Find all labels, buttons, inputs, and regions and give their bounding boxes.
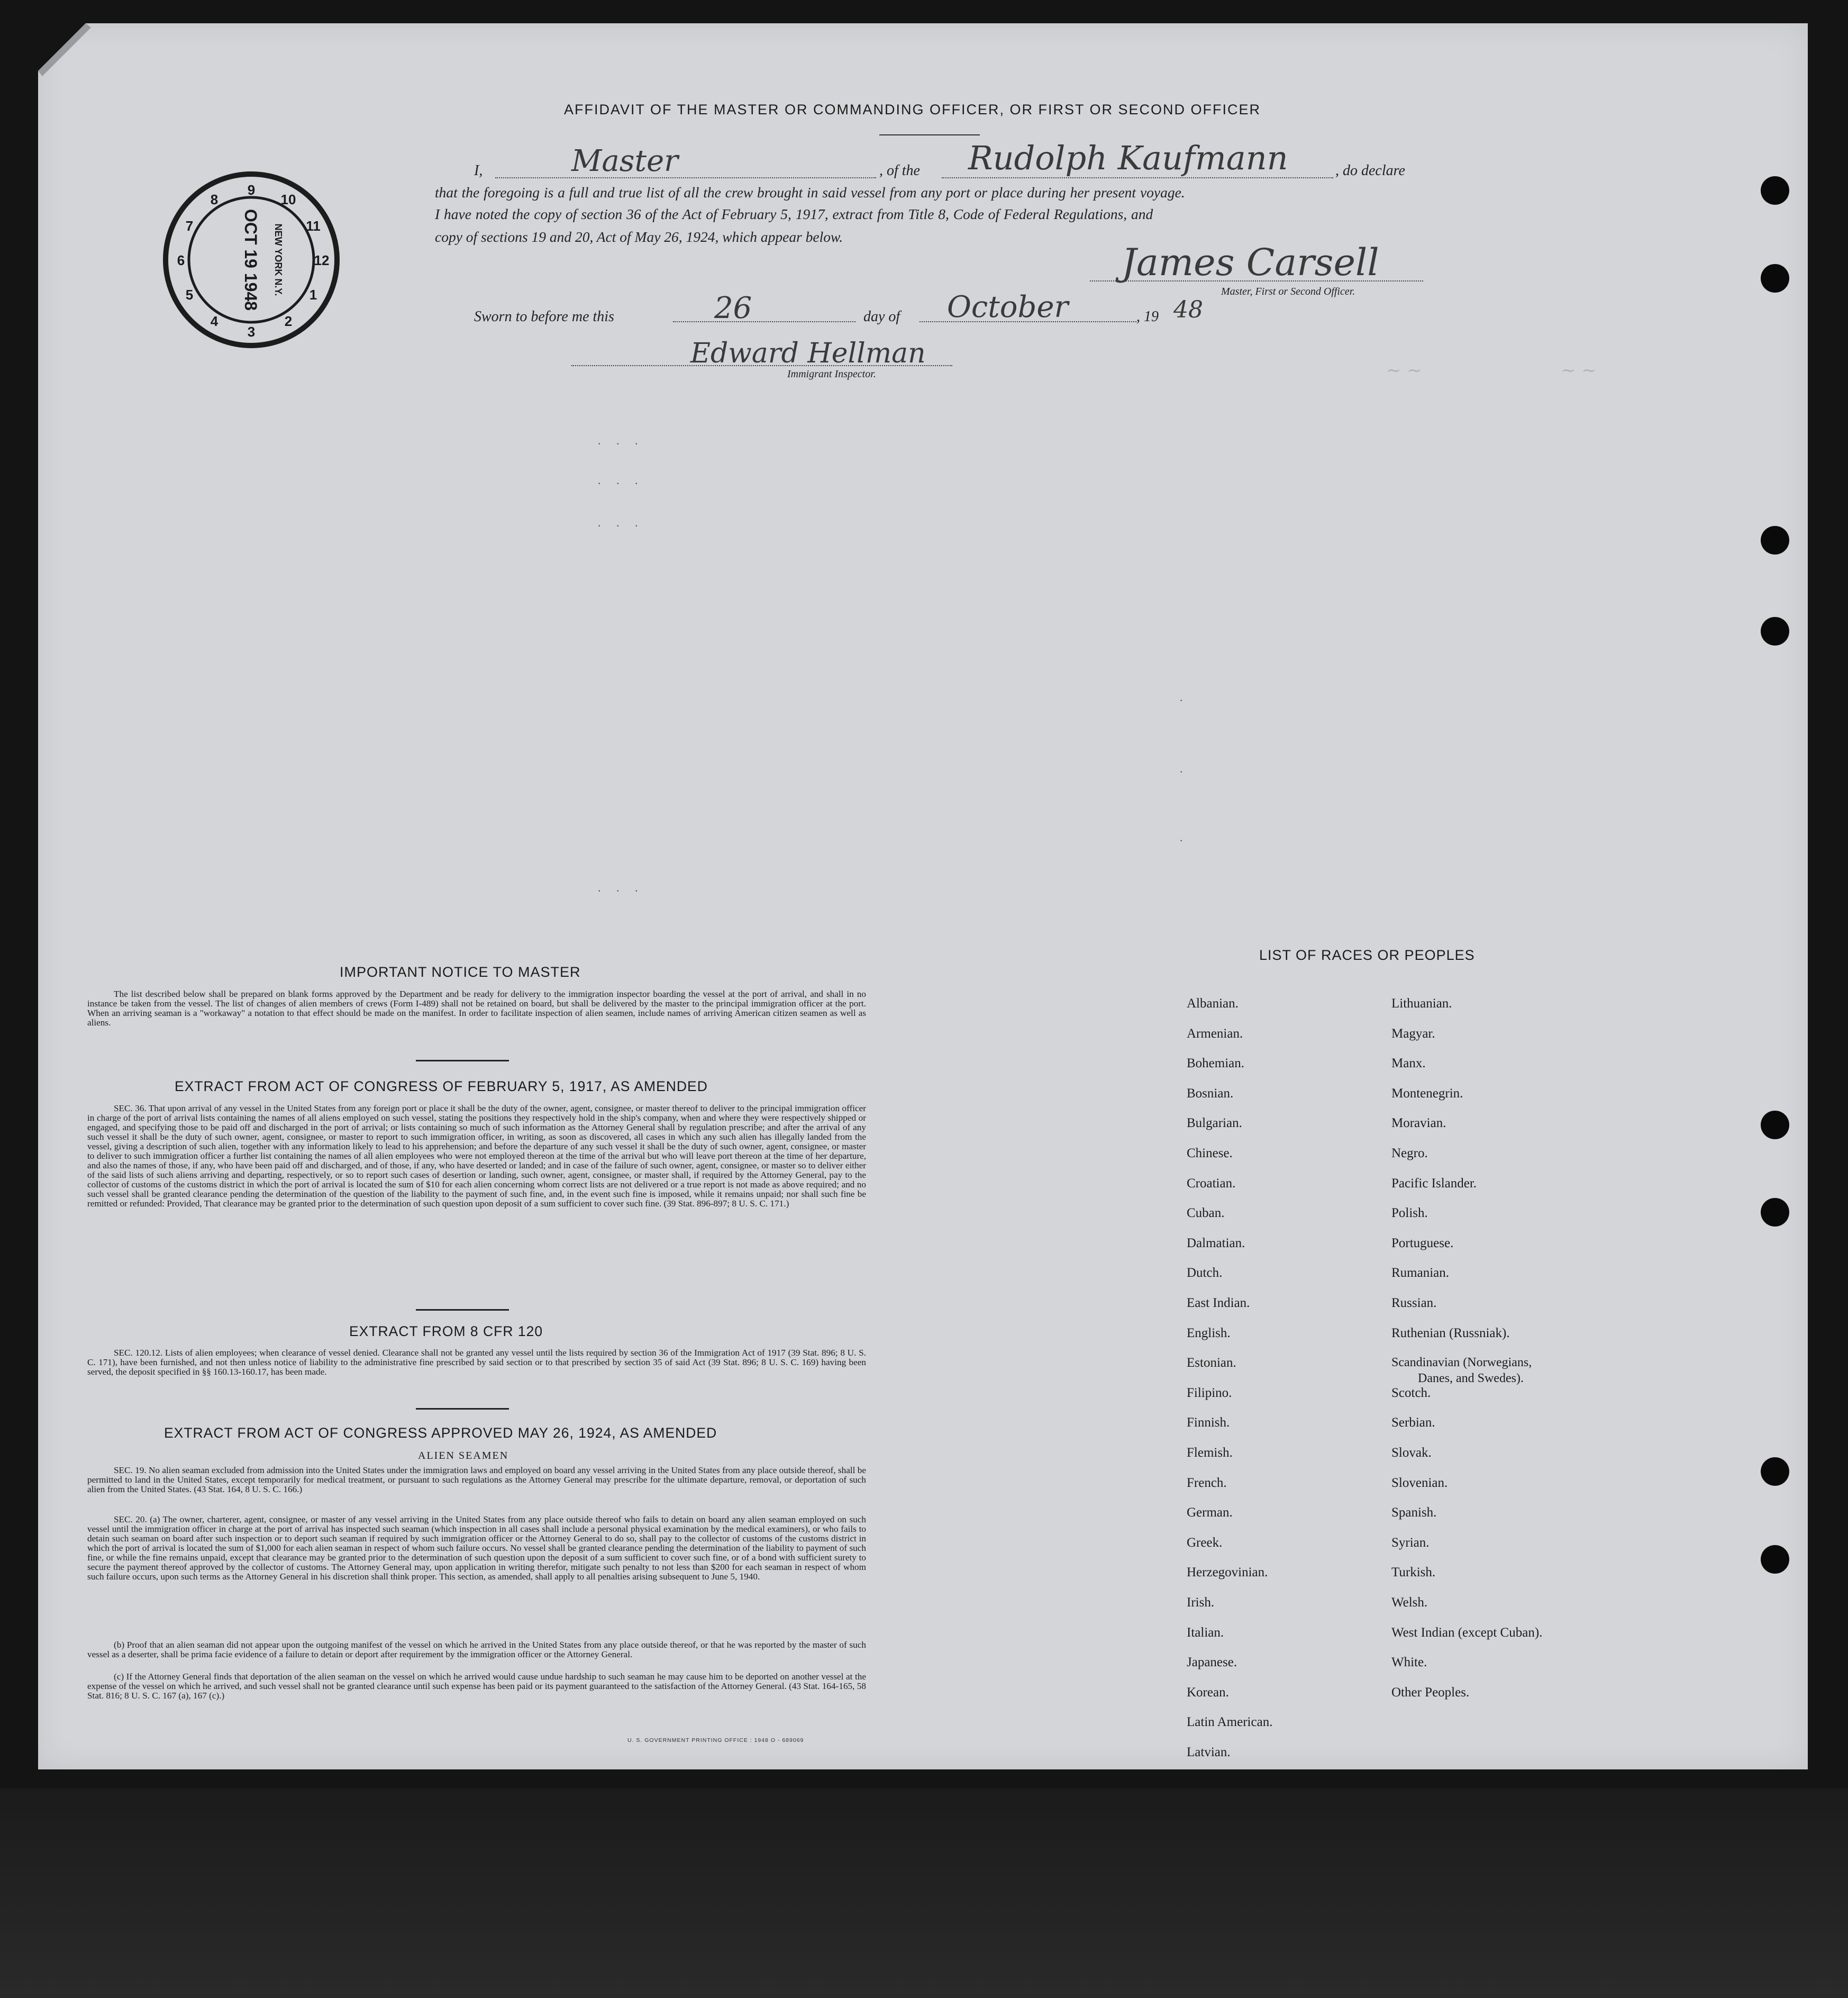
race-item: Italian. [1187, 1625, 1224, 1640]
sec19-text: SEC. 19. No alien seaman excluded from admission into the United States under the immigration laws and employed on board any vessel arriving in the United States from any place outside thereof, shall be permitted to land in the United States, except temporarily for medical treatment, or pursuant to such regulations as the Attorney General may prescribe for the ultimate departure, removal, or deportation of such alien from the United States. (43 Stat. 164, 8 U. S. C. 166.) [87, 1465, 866, 1494]
affidavit-line-4: copy of sections 19 and 20, Act of May 26, 1924, which appear below. [435, 229, 843, 245]
race-item: Syrian. [1391, 1535, 1430, 1550]
race-item: Ruthenian (Russniak). [1391, 1325, 1510, 1340]
punch-hole [1761, 1457, 1789, 1486]
punch-hole [1761, 1111, 1789, 1139]
rank-field-line [495, 177, 876, 178]
race-item: Russian. [1391, 1296, 1437, 1310]
signature-line [1090, 280, 1423, 281]
of-the-label: , of the [879, 162, 920, 179]
inspector-label: Immigrant Inspector. [787, 368, 876, 380]
year-handwritten: 48 [1173, 296, 1203, 323]
extract-cfr-title: EXTRACT FROM 8 CFR 120 [349, 1323, 543, 1339]
punch-hole [1761, 176, 1789, 205]
race-item: Scandinavian (Norwegians, [1391, 1356, 1532, 1370]
inspector-signature: Edward Hellman [690, 338, 926, 369]
punch-hole [1761, 264, 1789, 293]
race-item: Danes, and Swedes). [1418, 1372, 1524, 1386]
race-item: Lithuanian. [1391, 996, 1452, 1011]
sec20a-text: SEC. 20. (a) The owner, charterer, agent, consignee, or master of any vessel arriving in the United States from any place outside thereof who fails to detain on board any alien seaman employed on such vessel until the immigration officer in charge at the port of arrival has inspected such seaman (which inspection in all cases shall include a personal physical examination by the medical examiners), or who fails to detain such seaman on board after such inspection or to deport such seaman if required by such immigration officer or the Attorney General to do so, shall pay to the collector of customs of the customs district in which the port of arrival is located the sum of $1,000 for each alien seaman in respect of whom such failure occurs. No vessel shall be granted clearance pending the determination of the liability to payment of such fine, or while the fine remains unpaid, except that clearance may be granted prior to the determination of such question upon the deposit of a sum sufficient to cover such fine, or of a bond with sufficient surety to secure the payment thereof approved by the collector of customs. The Attorney General may, upon application in writing therefor, mitigate such penalty to not less than $200 for each seaman in respect of whom such failure occurs, upon such terms as the Attorney General in his discretion shall think proper. This section, as amended, shall apply to all penalties arising subsequent to June 5, 1940. [87, 1514, 866, 1582]
race-item: Bohemian. [1187, 1056, 1245, 1071]
race-item: Bulgarian. [1187, 1116, 1242, 1131]
date-stamp [159, 167, 344, 352]
bleed-through-text: ~ ~ [1386, 360, 1422, 381]
race-item: Dutch. [1187, 1266, 1223, 1280]
stamp-ring-number: 3 [247, 324, 256, 340]
section-divider [416, 1408, 509, 1410]
stamp-ring-number: 8 [210, 192, 219, 207]
race-item: Slovak. [1391, 1446, 1432, 1460]
column-marks: . [1180, 831, 1189, 844]
column-marks: . . . [598, 881, 644, 894]
races-title: LIST OF RACES OR PEOPLES [1259, 947, 1475, 963]
stamp-ring-number: 6 [177, 252, 185, 268]
race-item: Bosnian. [1187, 1086, 1234, 1101]
inspector-line [571, 365, 952, 366]
race-item: Rumanian. [1391, 1266, 1450, 1280]
notice-title: IMPORTANT NOTICE TO MASTER [340, 964, 581, 980]
affidavit-heading: AFFIDAVIT OF THE MASTER OR COMMANDING OFFICER, OR FIRST OR SECOND OFFICER [564, 102, 1261, 117]
column-marks: . [1180, 691, 1189, 704]
race-item: Dalmatian. [1187, 1236, 1245, 1250]
race-item: Finnish. [1187, 1415, 1230, 1430]
race-item: Scotch. [1391, 1385, 1431, 1400]
extract-1917-title: EXTRACT FROM ACT OF CONGRESS OF FEBRUARY 5, 1917, AS AMENDED [175, 1078, 708, 1094]
punch-hole [1761, 526, 1789, 555]
stamp-ring-number: 7 [185, 218, 194, 234]
race-item: Magyar. [1391, 1026, 1435, 1041]
race-item: Slovenian. [1391, 1475, 1448, 1490]
race-item: Korean. [1187, 1685, 1229, 1700]
race-item: Montenegrin. [1391, 1086, 1463, 1101]
scan-background [0, 1788, 1848, 1998]
race-item: Portuguese. [1391, 1236, 1454, 1250]
race-item: White. [1391, 1655, 1427, 1670]
vessel-field-line [942, 177, 1333, 178]
divider [879, 134, 980, 135]
stamp-ring-number: 1 [309, 287, 317, 303]
section-divider [416, 1309, 509, 1311]
extract-1924-title: EXTRACT FROM ACT OF CONGRESS APPROVED MAY 26, 1924, AS AMENDED [164, 1425, 717, 1441]
bleed-through-text: ~ ~ [1561, 360, 1597, 381]
race-item: Herzegovinian. [1187, 1565, 1268, 1580]
section-divider [416, 1060, 509, 1061]
race-item: Welsh. [1391, 1595, 1428, 1610]
race-item: Negro. [1391, 1146, 1428, 1160]
notice-text: The list described below shall be prepared on blank forms approved by the Department and be ready for delivery to the immigration inspector boarding the vessel at the port of arrival, and shall in no instance be taken from the vessel. The list of changes of alien members of crews (Form I-489) shall not be retained on board, but shall be delivered by the master to the principal immigration officer at the port. When an arriving seaman is a "workaway" a notation to that effect should be made on the manifest. In order to facilitate inspection of alien seamen, include names of arriving American citizen seamen as well as aliens. [87, 989, 866, 1028]
stamp-ring-number: 10 [280, 192, 296, 207]
race-item: West Indian (except Cuban). [1391, 1625, 1543, 1640]
race-item: French. [1187, 1475, 1227, 1490]
printer-imprint: U. S. GOVERNMENT PRINTING OFFICE : 1948 O - 689069 [627, 1737, 804, 1743]
race-item: Serbian. [1391, 1415, 1435, 1430]
month-handwritten: October [947, 290, 1069, 324]
sec20c-text: (c) If the Attorney General finds that deportation of the alien seaman on the vessel on which he arrived would cause undue hardship to such seaman he may cause him to be deported on another vessel at the expense of the vessel on which he arrived, and such vessel shall not be granted clearance until such expense has been paid or its payment guaranteed to the satisfaction of the Attorney General. (43 Stat. 164-165, 58 Stat. 816; 8 U. S. C. 167 (a), 167 (c).) [87, 1672, 866, 1701]
affidavit-line-2: that the foregoing is a full and true list of all the crew brought in said vessel from any port or place during her present voyage. [435, 184, 1185, 201]
stamp-date: OCT 19 1948 [241, 208, 260, 311]
race-item: Spanish. [1391, 1505, 1437, 1520]
column-marks: . . . [598, 474, 644, 487]
column-marks: . [1180, 762, 1189, 775]
race-item: East Indian. [1187, 1296, 1250, 1310]
column-marks: . . . [598, 434, 644, 447]
stamp-ring-number: 5 [185, 287, 194, 303]
race-item: Albanian. [1187, 996, 1239, 1011]
race-item: Turkish. [1391, 1565, 1436, 1580]
stamp-ring-number: 12 [314, 252, 330, 268]
race-item: Latin American. [1187, 1715, 1273, 1730]
stamp-ring-number: 9 [247, 182, 256, 198]
sec20b-text: (b) Proof that an alien seaman did not appear upon the outgoing manifest of the vessel on which he arrived in the United States from any place outside thereof, or that he was reported by the master of such vessel as a deserter, shall be prima facie evidence of a failure to detain or deport after requirement by the immigration officer or the Attorney General. [87, 1640, 866, 1659]
race-item: Cuban. [1187, 1206, 1225, 1221]
race-item: Pacific Islander. [1391, 1176, 1477, 1191]
stamp-ring-number: 11 [306, 218, 321, 234]
race-item: Flemish. [1187, 1446, 1233, 1460]
day-handwritten: 26 [714, 291, 752, 325]
race-item: Estonian. [1187, 1356, 1236, 1370]
do-declare-label: , do declare [1335, 162, 1405, 179]
extract-cfr-text: SEC. 120.12. Lists of alien employees; when clearance of vessel denied. Clearance shall not be granted any vessel until the lists required by section 36 of the Immigration Act of 1917 (39 Stat. 896; 8 U. S. C. 171), have been furnished, and not then unless notice of liability to the administrative fine prescribed by said section or to that prescribed by section 35 of said Act (39 Stat. 896; 8 U. S. C. 169) having been served, the deposit specified in §§ 160.13-160.17, has been made. [87, 1348, 866, 1377]
race-item: Moravian. [1391, 1116, 1446, 1131]
alien-seamen-subtitle: ALIEN SEAMEN [418, 1450, 509, 1461]
signature-label: Master, First or Second Officer. [1221, 286, 1355, 297]
race-item: Croatian. [1187, 1176, 1236, 1191]
race-item: Latvian. [1187, 1745, 1231, 1759]
sworn-label: Sworn to before me this [474, 308, 614, 325]
race-item: Other Peoples. [1391, 1685, 1470, 1700]
race-item: Manx. [1391, 1056, 1426, 1071]
column-marks: . . . [598, 516, 644, 529]
race-item: Filipino. [1187, 1385, 1232, 1400]
affidavit-i-label: I, [474, 162, 483, 179]
race-item: Japanese. [1187, 1655, 1237, 1670]
race-item: Armenian. [1187, 1026, 1243, 1041]
affidavit-line-3: I have noted the copy of section 36 of the Act of February 5, 1917, extract from Title 8, Code of Federal Regulations, and [435, 206, 1153, 222]
extract-1917-text: SEC. 36. That upon arrival of any vessel in the United States from any foreign port or place it shall be the duty of the owner, agent, consignee, or master thereof to deliver to the principal immigration officer in charge of the port of arrival lists containing the names of all aliens employed on such vessel, stating the positions they respectively hold in the ship's company, when and where they were respectively shipped or engaged, and specifying those to be paid off and discharged in the port of arrival; or lists containing so much of such information as the Attorney General shall by regulation prescribe; and after the arrival of any such vessel it shall be the duty of such owner, agent, consignee, or master to report to such immigration officer, in writing, as soon as discovered, all cases in which any such alien has illegally landed from the vessel, giving a description of such alien, together with any information likely to lead to his apprehension; and before the departure of any such vessel it shall be the duty of such owner, agent, consignee, or master to deliver to such immigration officer a further list containing the names of all alien employees who were not employed thereon at the time of the arrival but who will leave port thereon at the time of her departure, and also the names of those, if any, who have been paid off and discharged, and of those, if any, who have deserted or landed; and in case of the failure of such owner, agent, consignee, or master so to deliver either of the said lists of such aliens arriving and departing, respectively, or so to report such cases of desertion or landing, such owner, agent, consignee, or master shall, if required by the Attorney General, pay to the collector of customs of the customs district in which the port of arrival is located the sum of $10 for each alien concerning whom correct lists are not delivered or a true report is not made as above required; and no such vessel shall be granted clearance pending the determination of the question of the liability to the payment of such fine, and, in the event such fine is imposed, while it remains unpaid; nor shall such fine be remitted or refunded: Provided, That clearance may be granted prior to the determination of such question upon deposit of a sum sufficient to cover such fine. (39 Stat. 896-897; 8 U. S. C. 171.) [87, 1103, 866, 1209]
race-item: Polish. [1391, 1206, 1428, 1221]
punch-hole [1761, 1545, 1789, 1574]
stamp-ring-number: 4 [210, 313, 219, 329]
master-signature: James Carsell [1122, 241, 1379, 284]
rank-handwritten: Master [571, 144, 678, 178]
day-field-line [673, 321, 855, 322]
race-item: English. [1187, 1325, 1231, 1340]
race-item: Chinese. [1187, 1146, 1233, 1160]
year-prefix: , 19 [1136, 308, 1159, 325]
race-item: Greek. [1187, 1535, 1223, 1550]
stamp-ring-number: 2 [284, 313, 293, 329]
stamp-location: NEW YORK N.Y. [273, 223, 284, 296]
vessel-handwritten: Rudolph Kaufmann [968, 139, 1288, 177]
race-item: Irish. [1187, 1595, 1215, 1610]
race-item: German. [1187, 1505, 1233, 1520]
day-of-label: day of [863, 308, 900, 325]
punch-hole [1761, 617, 1789, 646]
folded-corner [38, 23, 96, 81]
punch-hole [1761, 1198, 1789, 1227]
